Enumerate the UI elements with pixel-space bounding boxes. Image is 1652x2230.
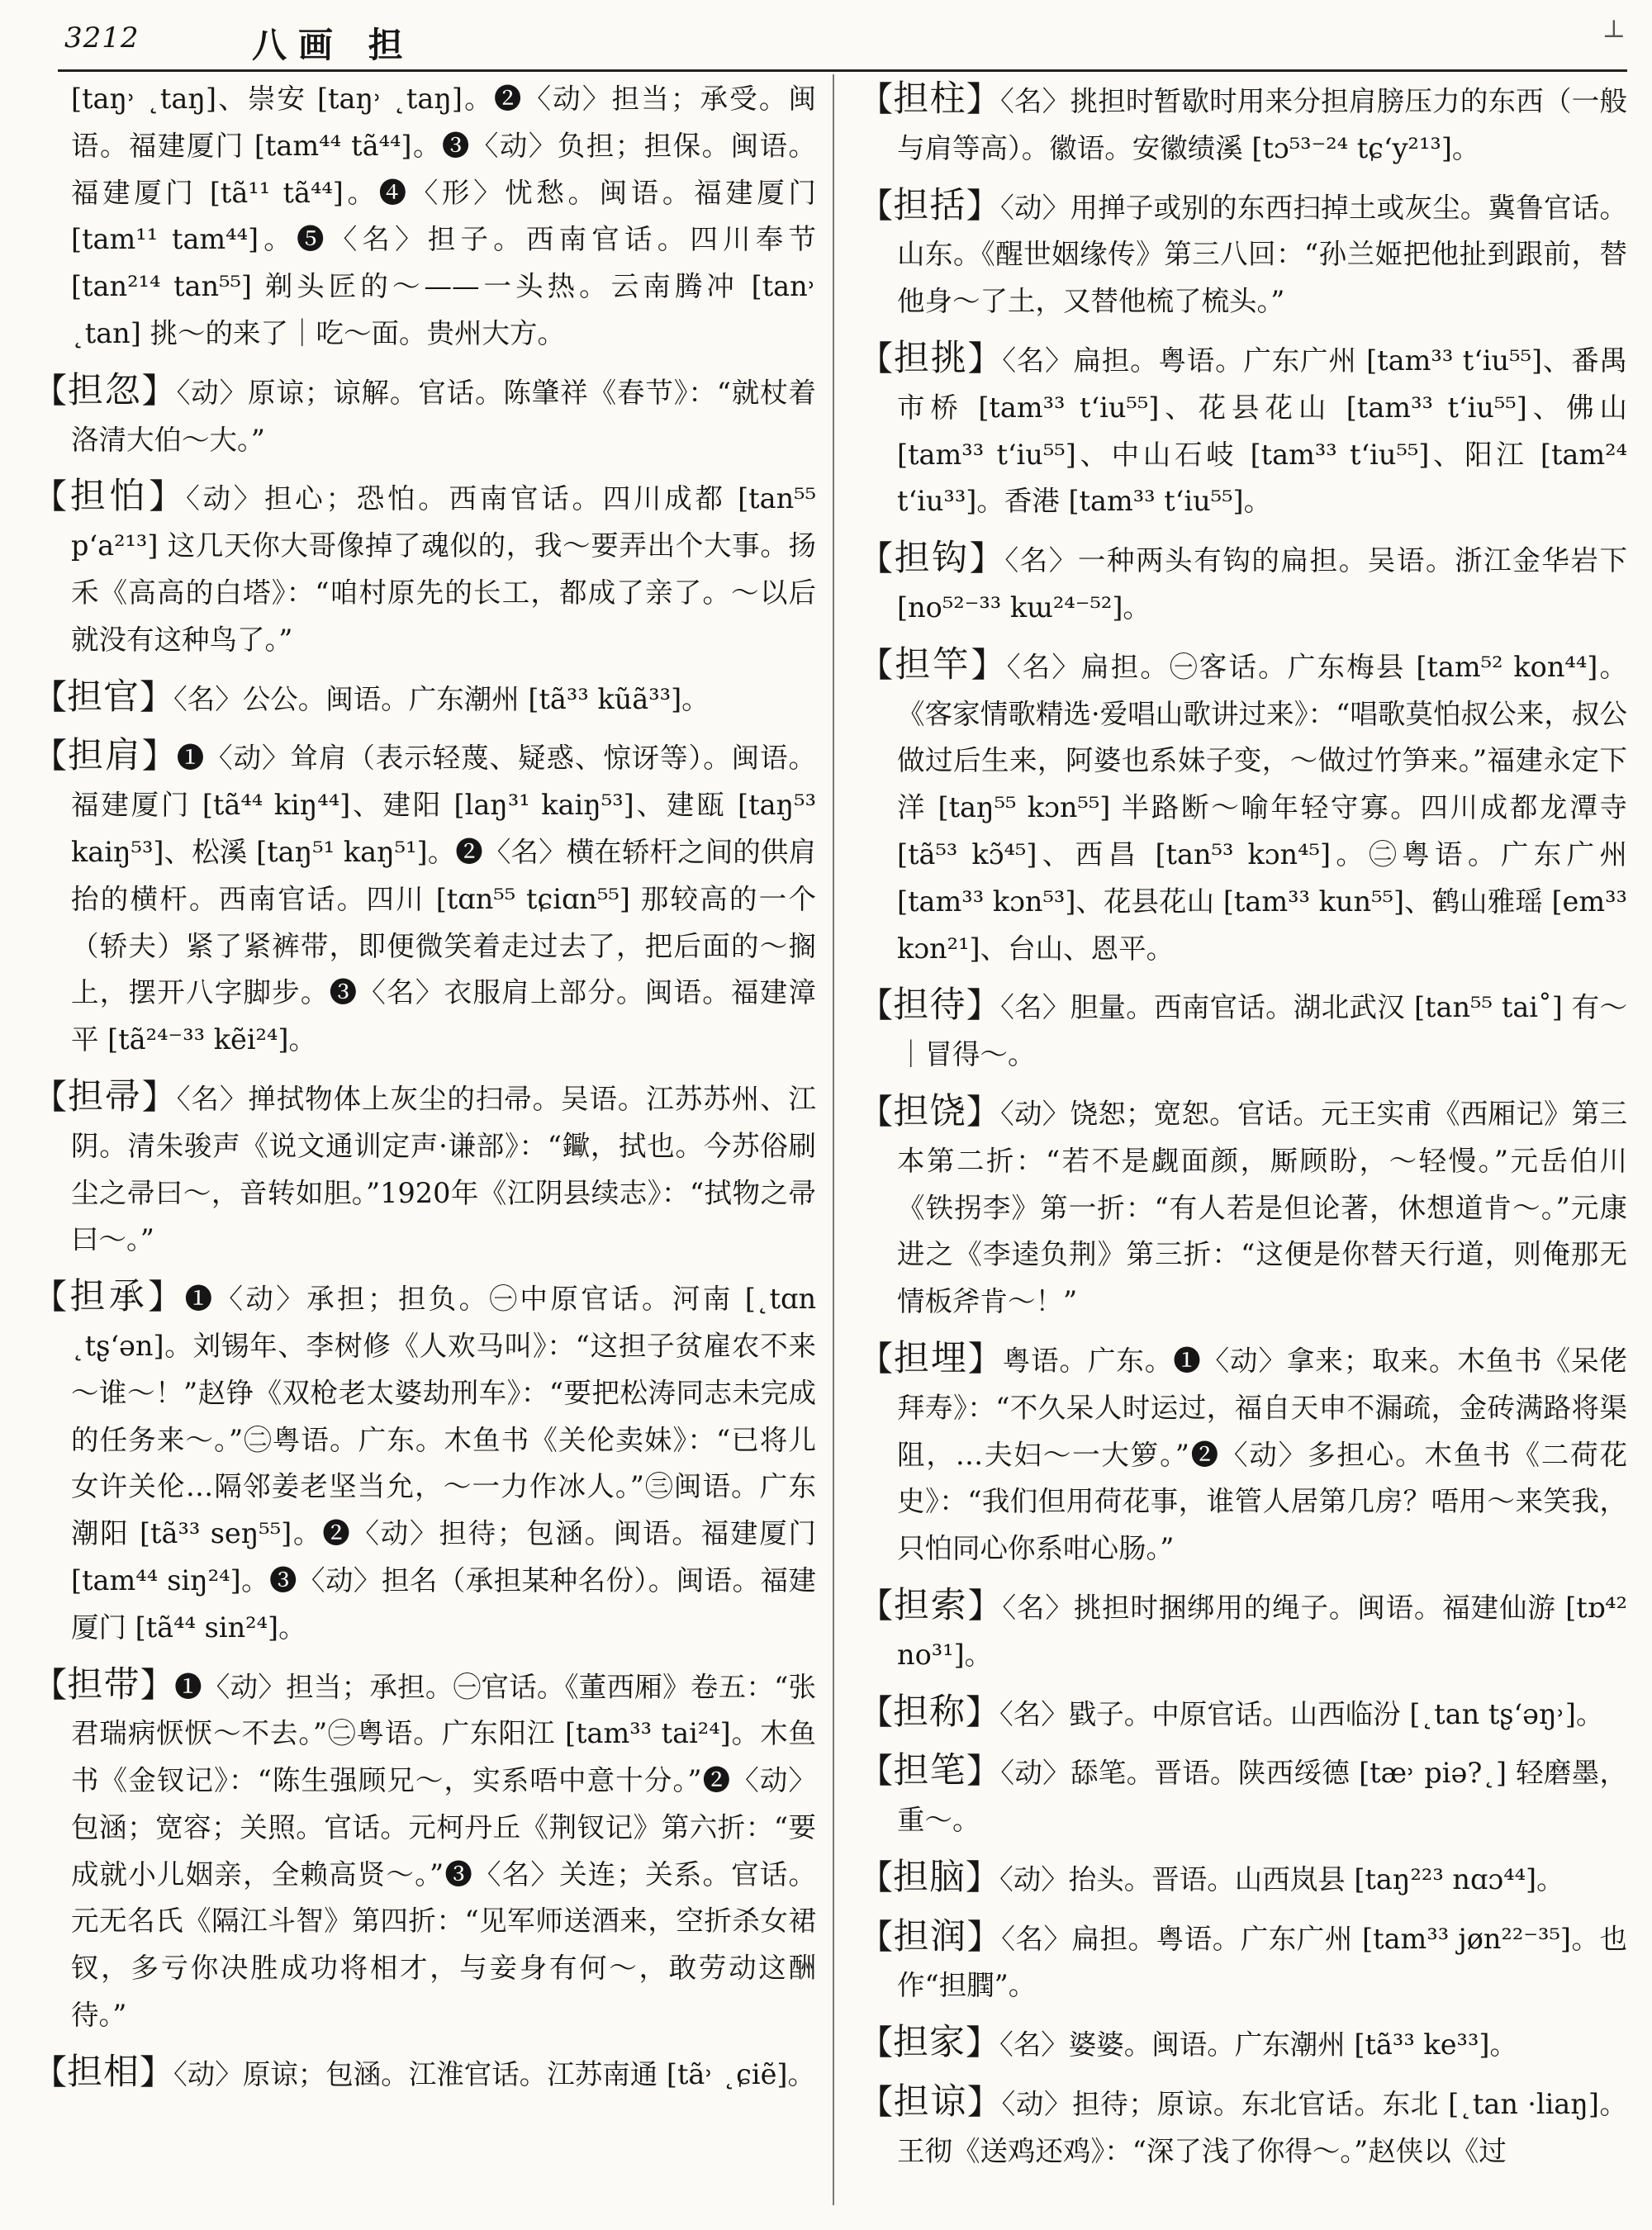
entry-headword: 担称	[893, 1691, 966, 1733]
bracket-open: 【	[859, 2023, 893, 2063]
dictionary-entry	[859, 1689, 1627, 1739]
bracket-open: 【	[859, 1857, 893, 1897]
bracket-open: 【	[859, 79, 894, 119]
bracket-close: 】	[141, 1076, 177, 1117]
dictionary-entry	[859, 2019, 1627, 2069]
dictionary-entry	[859, 1582, 1627, 1679]
bracket-open: 【	[859, 1585, 894, 1625]
bracket-open: 【	[33, 676, 67, 717]
bracket-close: 】	[966, 1691, 999, 1732]
entry-definition: 〈名〉掸拭物体上灰尘的扫帚。吴语。江苏苏州、江阴。清朱骏声《说文通训定声·谦部》：“䥲，拭也。今苏俗刷尘之帚曰～，音转如胆。”1920年《江阴县续志》：“拭物之帚曰～。”	[71, 1082, 817, 1256]
dictionary-entry	[859, 535, 1627, 632]
bracket-close: 】	[149, 477, 186, 517]
entry-definition: 〈动〉抬头。晋语。山西岚县 [taŋ²²³ nɑɔ⁴⁴]。	[999, 1862, 1564, 1896]
bracket-close: 】	[966, 2023, 999, 2063]
entry-headword: 担帚	[67, 1075, 142, 1117]
dictionary-entry	[859, 335, 1627, 525]
bracket-open: 【	[33, 736, 68, 776]
column-divider	[833, 74, 834, 2205]
entry-headword: 担承	[69, 1276, 149, 1318]
bracket-open: 【	[33, 370, 68, 410]
bracket-close: 】	[148, 1277, 185, 1317]
entry-definition: 〈名〉胆量。西南官话。湖北武汉 [tan⁵⁵ tai˚] 有～｜冒得～。	[897, 991, 1628, 1071]
dictionary-entry	[859, 1854, 1627, 1904]
bracket-close: 】	[967, 1585, 1003, 1625]
entry-headword: 担埋	[893, 1337, 968, 1379]
entry-headword: 担待	[893, 985, 966, 1027]
entry-definition: 〈动〉担心；恐怕。西南官话。四川成都 [tan⁵⁵ pʻa²¹³] 这几天你大哥像掉了魂似的，我～要弄出个大事。扬禾《高高的白塔》：“咱村原先的长工，都成了亲了。～以后就没有这种鸟了。”	[71, 482, 817, 656]
bracket-close: 】	[140, 676, 173, 717]
dictionary-entry	[33, 1274, 816, 1651]
bracket-open: 【	[859, 1691, 893, 1732]
dictionary-entry	[33, 733, 816, 1064]
left-column	[33, 76, 816, 2109]
bracket-close: 】	[141, 736, 177, 776]
entry-headword: 担挑	[893, 337, 968, 379]
entry-headword: 担竿	[895, 643, 971, 686]
dictionary-entry	[859, 2079, 1627, 2175]
bracket-close: 】	[967, 338, 1003, 378]
bracket-close: 】	[966, 1091, 1000, 1132]
bracket-open: 【	[859, 1916, 894, 1957]
entry-definition: 〈名〉挑担时暂歇时用来分担肩膀压力的东西（一般与肩等高）。徽语。安徽绩溪 [tɔ⁵³⁻²⁴ tɕʻy²¹³]。	[897, 85, 1628, 164]
dictionary-entry	[33, 1662, 816, 2039]
bracket-close: 】	[966, 2082, 1002, 2123]
entry-definition: 〈动〉舔笔。晋语。陕西绥德 [tæ˒ piə?˛] 轻磨墨，重～。	[897, 1757, 1628, 1837]
bracket-close: 】	[141, 370, 177, 410]
bracket-open: 【	[859, 185, 894, 225]
bracket-close: 】	[971, 644, 1007, 685]
entry-definition: 〈动〉原谅；包涵。江淮官话。江苏南通 [tã˒ ˛ɕiẽ]。	[173, 2057, 815, 2090]
entry-headword: 担官	[67, 676, 140, 718]
entry-headword: 担家	[893, 2022, 966, 2064]
bracket-close: 】	[966, 185, 1000, 225]
entry-headword: 担索	[893, 1584, 968, 1626]
dictionary-entry	[33, 2049, 816, 2099]
entry-headword: 担饶	[893, 1090, 966, 1132]
bracket-open: 【	[859, 2082, 894, 2123]
dictionary-entry	[859, 1336, 1627, 1573]
entry-headword: 担肩	[67, 735, 142, 777]
bracket-open: 【	[33, 1277, 70, 1317]
page-number: 3212	[64, 21, 140, 55]
entry-definition: 〈名〉扁担。粤语。广东广州 [tam³³ jøn²²⁻³⁵]。也作“担膶”。	[897, 1922, 1628, 2002]
entry-definition: 〈名〉戥子。中原官话。山西临汾 [˛tan tʂʻəŋ˒]。	[999, 1697, 1604, 1730]
entry-headword: 担括	[893, 184, 966, 226]
entry-definition: 〈名〉扁担。粤语。广东广州 [tam³³ tʻiu⁵⁵]、番禺市桥 [tam³³ tʻiu⁵⁵]、花县花山 [tam³³ tʻiu⁵⁵]、佛山 [tam³³ tʻiu⁵⁵]、中山石岐 [tam³³ tʻiu⁵⁵]、阳江 [tam²⁴ tʻiu³³]。香港 [tam³³ tʻiu⁵⁵]。	[897, 344, 1628, 518]
entry-headword: 担笔	[893, 1750, 966, 1792]
entry-headword: 担怕	[69, 476, 150, 518]
entry-definition: 〈名〉一种两头有钩的扁担。吴语。浙江金华岩下 [no⁵²⁻³³ kɯ²⁴⁻⁵²]。	[897, 544, 1628, 624]
bracket-close: 】	[966, 1751, 1001, 1791]
entry-definition: 〈动〉担待；原谅。东北官话。东北 [˛tan ·liaŋ]。王彻《送鸡还鸡》：“深了浅了你得～。”赵侠以《过	[897, 2088, 1628, 2167]
entry-definition: 〈动〉原谅；谅解。官话。陈肇祥《春节》：“就杖着洛清大伯～大。”	[71, 376, 817, 456]
entry-definition: ❶〈动〉担当；承担。㊀官话。《董西厢》卷五：“张君瑞病恹恹～不去。”㊁粤语。广东阳江 [tam³³ tai²⁴]。木鱼书《金钗记》：“陈生强顾兄～，实系唔中意十分。”❷〈动〉包涵；宽容；关照。官话。元柯丹丘《荆钗记》第六折：“要成就小儿姻亲，全赖高贤～。”❸〈名〉关连；关系。官话。元无名氏《隔江斗智》第四折：“见军师送酒来，空折杀女裙钗，多亏你决胜成功将相才，与妾身有何～，敢劳动这酬待。”	[71, 1670, 816, 2032]
dictionary-entry	[859, 183, 1627, 325]
bracket-close: 】	[967, 1338, 1003, 1378]
dictionary-entry	[859, 1914, 1627, 2010]
dictionary-entry	[859, 1089, 1627, 1326]
bracket-close: 】	[966, 79, 1000, 119]
entry-headword: 担谅	[893, 2081, 967, 2123]
dictionary-entry	[33, 473, 816, 663]
entry-definition: [taŋ˒ ˛taŋ]、崇安 [taŋ˒ ˛taŋ]。❷〈动〉担当；承受。闽语。福建厦门 [tam⁴⁴ tã⁴⁴]。❸〈动〉负担；担保。闽语。福建厦门 [tã¹¹ tã⁴⁴]。❹〈形〉忧愁。闽语。福建厦门 [tam¹¹ tam⁴⁴]。❺〈名〉担子。西南官话。四川奉节 [tan²¹⁴ tan⁵⁵] 剃头匠的～——一头热。云南腾冲 [tan˒ ˛tan] 挑～的来了｜吃～面。贵州大方。	[71, 83, 816, 349]
bracket-open: 【	[33, 477, 70, 517]
entry-definition: 〈动〉饶恕；宽恕。官话。元王实甫《西厢记》第三本第二折：“若不是觑面颜，厮顾盼，～轻慢。”元岳伯川《铁拐李》第一折：“有人若是但论著，休想道肯～。”元康进之《李逵负荆》第三折：“这便是你替天行道，则俺那无情板斧肯～！”	[897, 1097, 1628, 1318]
dictionary-entry	[33, 674, 816, 724]
right-column	[859, 76, 1627, 2185]
dictionary-entry	[33, 76, 816, 358]
bracket-open: 【	[859, 644, 895, 685]
dictionary-entry	[859, 1748, 1627, 1844]
dictionary-entry	[33, 368, 816, 464]
entry-headword: 担柱	[893, 78, 966, 120]
page-header	[58, 15, 1626, 73]
bracket-close: 】	[966, 1857, 999, 1897]
entry-definition: 粤语。广东。❶〈动〉拿来；取来。木鱼书《呆佬拜寿》：“不久呆人时运过，福自天申不漏疏，金砖满路将渠阻，…夫妇～一大箩。”❷〈动〉多担心。木鱼书《二荷花史》：“我们但用荷花事，谁管人居第几房？唔用～来笑我，只怕同心你系咁心肠。”	[897, 1344, 1628, 1565]
header-rule	[58, 69, 1627, 72]
entry-definition: 〈名〉公公。闽语。广东潮州 [tã³³ kũã³³]。	[173, 682, 710, 715]
section-heading: 八画 担	[252, 25, 415, 65]
entry-headword: 担带	[67, 1663, 140, 1706]
bracket-open: 【	[859, 338, 894, 378]
bracket-open: 【	[33, 1664, 68, 1705]
bracket-open: 【	[859, 1338, 894, 1378]
entry-definition: ❶〈动〉耸肩（表示轻蔑、疑惑、惊讶等）。闽语。福建厦门 [tã⁴⁴ kiŋ⁴⁴]、建阳 [laŋ³¹ kaiŋ⁵³]、建瓯 [taŋ⁵³ kaiŋ⁵³]、松溪 [taŋ⁵¹ kaŋ⁵¹]。❷〈名〉横在轿杆之间的供肩抬的横杆。西南官话。四川 [tɑn⁵⁵ tɕiɑn⁵⁵] 那较高的一个（轿夫）紧了紧裤带，即便微笑着走过去了，把后面的～搁上，摆开八字脚步。❸〈名〉衣服肩上部分。闽语。福建漳平 [tã²⁴⁻³³ kẽi²⁴]。	[71, 742, 817, 1056]
entry-definition: 〈动〉用掸子或别的东西扫掉土或灰尘。冀鲁官话。山东。《醒世姻缘传》第三八回：“孙兰姬把他扯到跟前，替他身～了土，又替他梳了梳头。”	[897, 191, 1628, 318]
bracket-close: 】	[969, 539, 1005, 579]
entry-headword: 担忽	[67, 369, 142, 411]
bracket-close: 】	[966, 985, 1001, 1026]
dictionary-entry	[859, 982, 1627, 1079]
entry-headword: 担脑	[893, 1856, 966, 1898]
corner-mark: ⊥	[1602, 15, 1626, 44]
entry-headword: 担润	[893, 1915, 967, 1957]
entry-definition: 〈名〉婆婆。闽语。广东潮州 [tã³³ ke³³]。	[999, 2028, 1517, 2062]
entry-definition: 〈名〉挑担时捆绑用的绳子。闽语。福建仙游 [tɒ⁴² no³¹]。	[897, 1591, 1628, 1671]
entry-definition: 〈名〉扁担。㊀客话。广东梅县 [tam⁵² kon⁴⁴]。《客家情歌精选·爱唱山歌讲过来》：“唱歌莫怕叔公来，叔公做过后生来，阿婆也系妹子变，～做过竹笋来。”福建永定下洋 [taŋ⁵⁵ kɔn⁵⁵] 半路断～喻年轻守寡。四川成都龙潭寺 [tã⁵³ kɔ̃⁴⁵]、西昌 [tan⁵³ kɔn⁴⁵]。㊁粤语。广东广州 [tam³³ kɔn⁵³]、花县花山 [tam³³ kun⁵⁵]、鹤山雅瑶 [em³³ kɔn²¹]、台山、恩平。	[897, 650, 1628, 965]
bracket-close: 】	[966, 1916, 1002, 1957]
entry-headword: 担钩	[894, 538, 970, 580]
dictionary-entry	[859, 76, 1627, 173]
bracket-close: 】	[140, 2052, 173, 2092]
dictionary-entry	[859, 642, 1627, 973]
entry-headword: 担相	[67, 2051, 140, 2093]
bracket-open: 【	[859, 1091, 894, 1132]
bracket-open: 【	[33, 2052, 67, 2092]
bracket-open: 【	[859, 985, 894, 1026]
bracket-open: 【	[859, 539, 895, 579]
dictionary-entry	[33, 1074, 816, 1264]
entry-definition: ❶〈动〉承担；担负。㊀中原官话。河南 [˛tɑn ˛tʂʻən]。刘锡年、李树修《人欢马叫》：“这担子贫雇农不来～谁～！”赵铮《双枪老太婆劫刑车》：“要把松涛同志未完成的任务来～。”㊁粤语。广东。木鱼书《关伦卖妹》：“已将儿女许关伦…隔邻姜老坚当允，～一力作冰人。”㊂闽语。广东潮阳 [tã³³ seŋ⁵⁵]。❷〈动〉担待；包涵。闽语。福建厦门 [tam⁴⁴ siŋ²⁴]。❸〈动〉担名（承担某种名份）。闽语。福建厦门 [tã⁴⁴ sin²⁴]。	[71, 1283, 817, 1644]
bracket-open: 【	[859, 1751, 894, 1791]
bracket-open: 【	[33, 1076, 68, 1117]
bracket-close: 】	[140, 1664, 175, 1705]
